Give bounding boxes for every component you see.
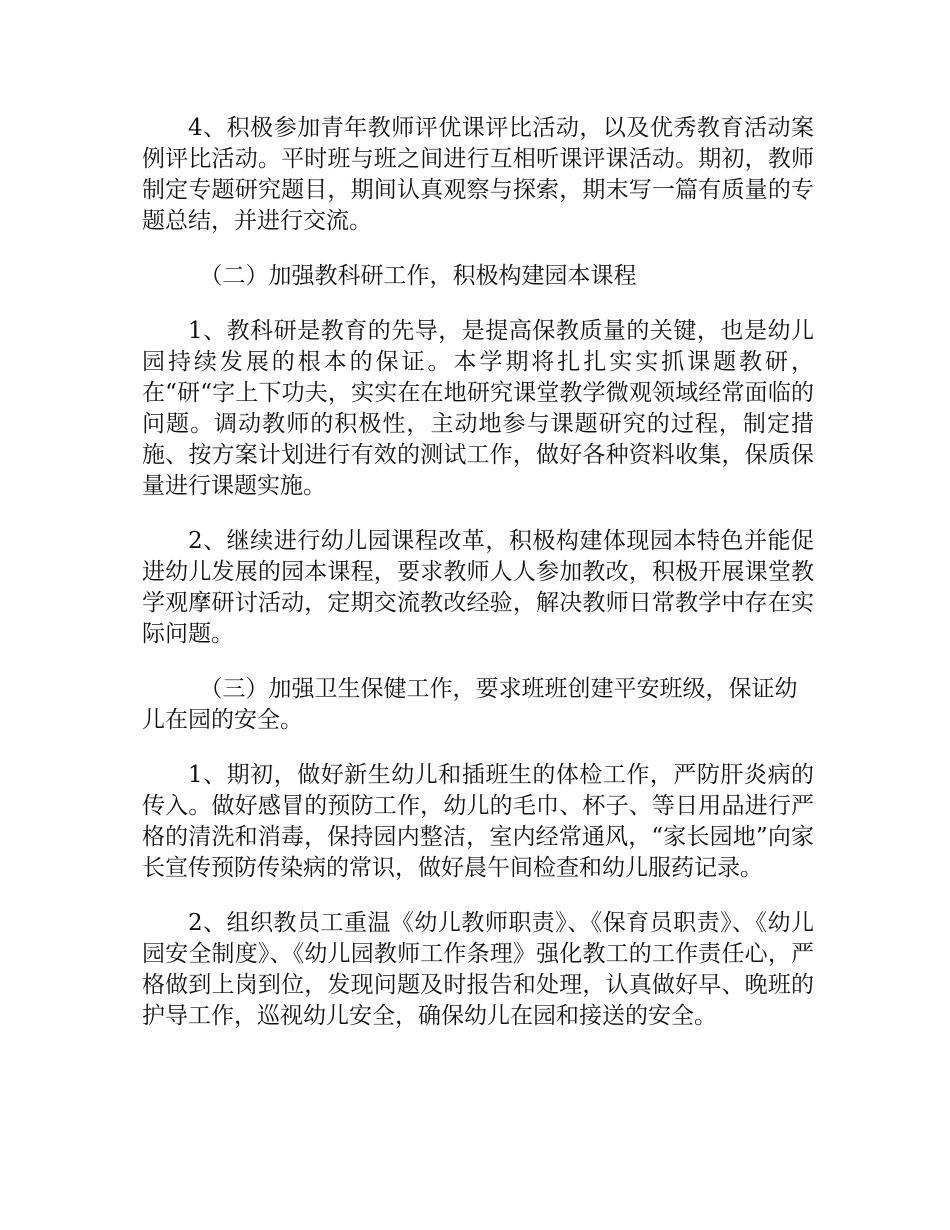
- paragraph-item-4: 4、积极参加青年教师评优课评比活动，以及优秀教育活动案例评比活动。平时班与班之间进行互相听课评课活动。期初，教师制定专题研究题目，期间认真观察与探索，期末写一篇有质量的专题总结，并进行交流。: [142, 115, 814, 234]
- paragraph-research-2: 2、继续进行幼儿园课程改革，积极构建体现园本特色并能促进幼儿发展的园本课程，要求教师人人参加教改，积极开展课堂教学观摩研讨活动，定期交流教改经验，解决教师日常教学中存在实际问题。: [142, 528, 814, 647]
- paragraph-health-1: 1、期初，做好新生幼儿和插班生的体检工作，严防肝炎病的传入。做好感冒的预防工作，幼儿的毛巾、杯子、等日用品进行严格的清洗和消毒，保持园内整洁，室内经常通风，“家长园地”向家长宣传预防传染病的常识，做好晨午间检查和幼儿服药记录。: [142, 762, 814, 881]
- document-body: [142, 113, 814, 1056]
- paragraph-health-2: 2、组织教员工重温《幼儿教师职责》、《保育员职责》、《幼儿园安全制度》、《幼儿园教师工作条理》强化教工的工作责任心，严格做到上岗到位，发现问题及时报告和处理，认真做好早、晚班的护导工作，巡视幼儿安全，确保幼儿在园和接送的安全。: [142, 910, 814, 1029]
- section-heading-3: （三）加强卫生保健工作，要求班班创建平安班级，保证幼儿在园的安全。: [142, 676, 798, 733]
- section-heading-2: （二）加强教科研工作，积极构建园本课程: [199, 263, 637, 289]
- paragraph-research-1: 1、教科研是教育的先导，是提高保教质量的关键，也是幼儿园持续发展的根本的保证。本学期将扎扎实实抓课题教研，在“研“字上下功夫，实实在在地研究课堂教学微观领域经常面临的问题。调动教师的积极性，主动地参与课题研究的过程，制定措施、按方案计划进行有效的测试工作，做好各种资料收集，保质保量进行课题实施。: [142, 318, 814, 499]
